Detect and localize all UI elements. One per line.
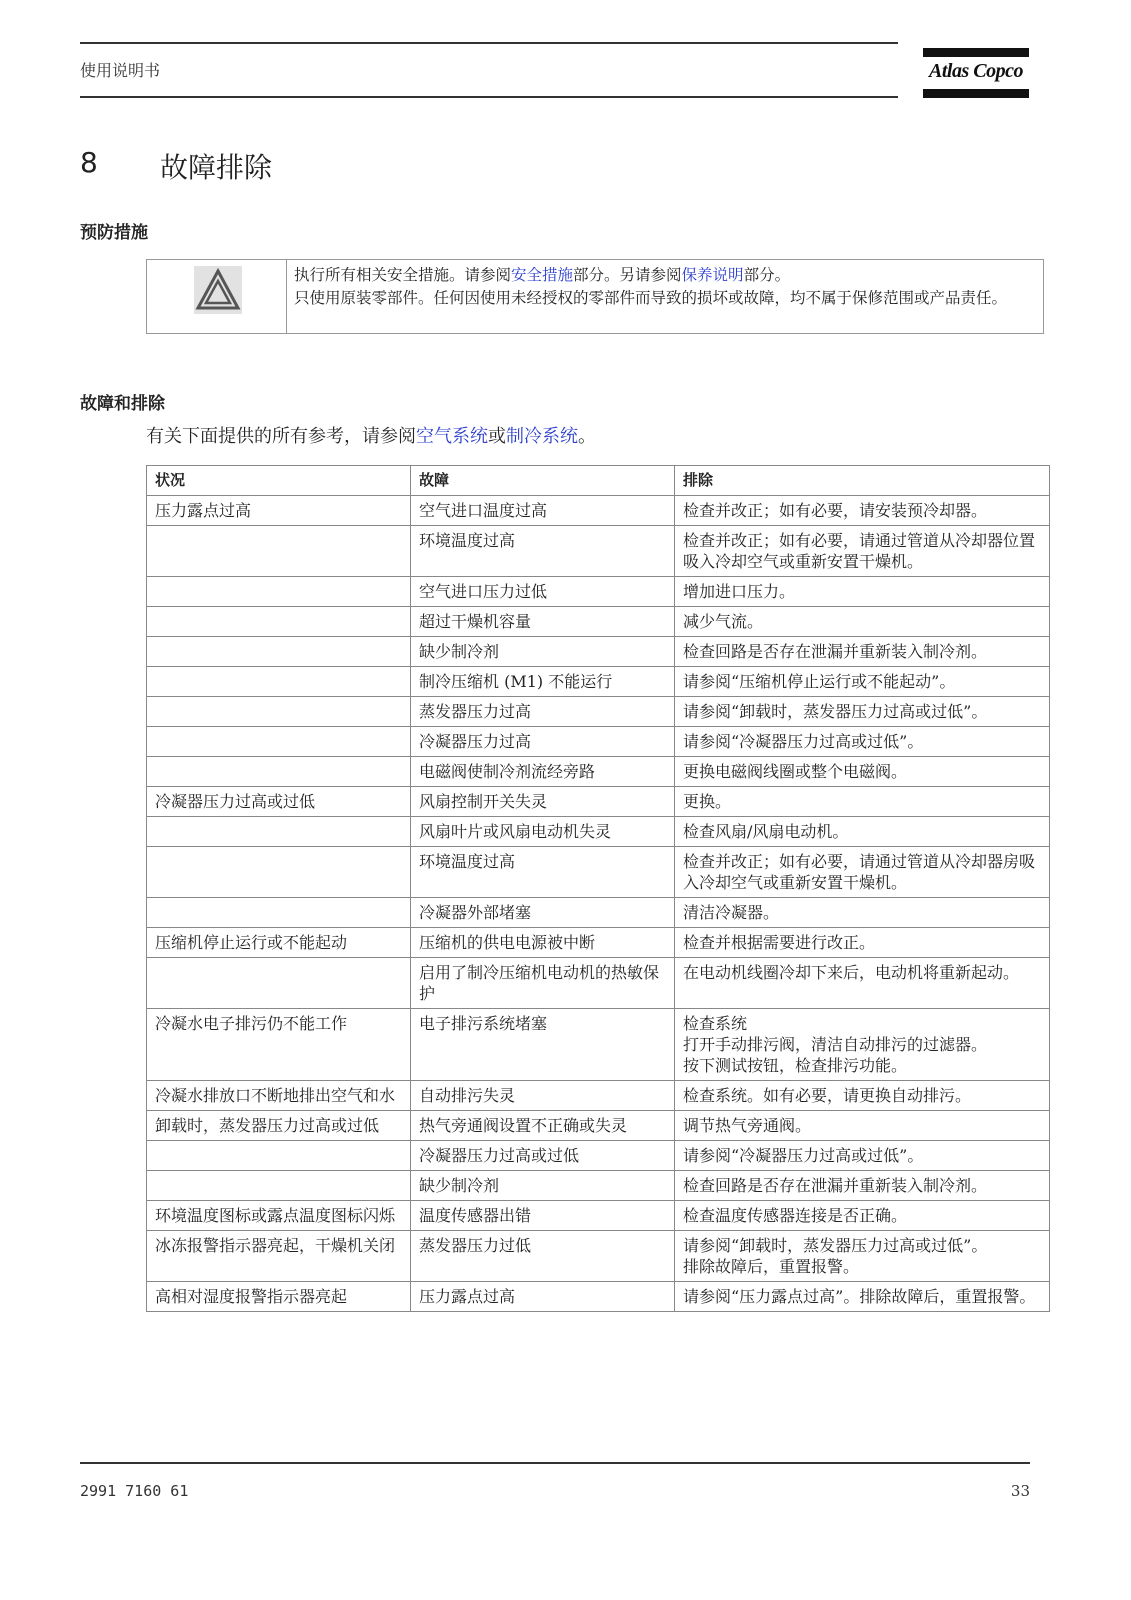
fault-cell: 压力露点过高 [411, 1282, 675, 1312]
remedy-cell: 请参阅“压缩机停止运行或不能起动”。 [675, 667, 1050, 697]
prevention-heading: 预防措施 [80, 223, 148, 243]
condition-cell [147, 898, 411, 928]
section-number: 8 [80, 146, 98, 179]
footer-rule [80, 1462, 1030, 1464]
table-row [147, 817, 1050, 847]
fault-cell: 启用了制冷压缩机电动机的热敏保护 [411, 958, 675, 1009]
safety-measures-link[interactable]: 安全措施 [511, 266, 574, 284]
fault-cell: 蒸发器压力过高 [411, 697, 675, 727]
table-row [147, 496, 1050, 526]
remedy-cell: 检查并改正；如有必要，请通过管道从冷却器位置吸入冷却空气或重新安置干燥机。 [675, 526, 1050, 577]
condition-cell: 压缩机停止运行或不能起动 [147, 928, 411, 958]
condition-cell [147, 847, 411, 898]
remedy-cell: 调节热气旁通阀。 [675, 1111, 1050, 1141]
remedy-cell: 检查风扇/风扇电动机。 [675, 817, 1050, 847]
fault-cell: 蒸发器压力过低 [411, 1231, 675, 1282]
condition-cell: 冰冻报警指示器亮起，干燥机关闭 [147, 1231, 411, 1282]
fault-cell: 风扇控制开关失灵 [411, 787, 675, 817]
condition-cell: 压力露点过高 [147, 496, 411, 526]
condition-cell [147, 607, 411, 637]
remedy-cell: 更换。 [675, 787, 1050, 817]
remedy-cell: 减少气流。 [675, 607, 1050, 637]
header-bottom-rule [80, 96, 898, 98]
condition-cell [147, 526, 411, 577]
table-row [147, 1231, 1050, 1282]
fault-cell: 环境温度过高 [411, 526, 675, 577]
document-type-title: 使用说明书 [80, 61, 161, 80]
column-header-remedy: 排除 [675, 466, 1050, 496]
condition-cell: 冷凝水排放口不断地排出空气和水 [147, 1081, 411, 1111]
fault-cell: 温度传感器出错 [411, 1201, 675, 1231]
table-row [147, 847, 1050, 898]
table-row [147, 637, 1050, 667]
remedy-cell: 检查并改正；如有必要，请通过管道从冷却器房吸入冷却空气或重新安置干燥机。 [675, 847, 1050, 898]
fault-cell: 冷凝器压力过高或过低 [411, 1141, 675, 1171]
fault-cell: 空气进口压力过低 [411, 577, 675, 607]
air-system-link[interactable]: 空气系统 [416, 426, 488, 447]
table-row [147, 1009, 1050, 1081]
remedy-cell: 检查温度传感器连接是否正确。 [675, 1201, 1050, 1231]
fault-cell: 电磁阀使制冷剂流经旁路 [411, 757, 675, 787]
fault-cell: 热气旁通阀设置不正确或失灵 [411, 1111, 675, 1141]
faults-heading: 故障和排除 [80, 394, 165, 414]
fault-cell: 风扇叶片或风扇电动机失灵 [411, 817, 675, 847]
refrigeration-system-link[interactable]: 制冷系统 [506, 426, 578, 447]
fault-cell: 电子排污系统堵塞 [411, 1009, 675, 1081]
condition-cell [147, 958, 411, 1009]
table-row [147, 928, 1050, 958]
table-header-row [147, 466, 1050, 496]
safety-notice-line-2: 只使用原装零部件。任何因使用未经授权的零部件而导致的损坏或故障，均不属于保修范围或产品责任。 [294, 288, 1008, 307]
table-row [147, 577, 1050, 607]
safety-notice-line-1: 执行所有相关安全措施。请参阅安全措施部分。另请参阅保养说明部分。 [294, 266, 791, 284]
table-row [147, 607, 1050, 637]
remedy-cell: 检查系统。如有必要，请更换自动排污。 [675, 1081, 1050, 1111]
condition-cell: 高相对湿度报警指示器亮起 [147, 1282, 411, 1312]
table-row [147, 667, 1050, 697]
fault-cell: 自动排污失灵 [411, 1081, 675, 1111]
page-number: 33 [1010, 1482, 1030, 1500]
remedy-cell: 请参阅“卸载时，蒸发器压力过高或过低”。 排除故障后，重置报警。 [675, 1231, 1050, 1282]
remedy-cell: 检查系统 打开手动排污阀，清洁自动排污的过滤器。 按下测试按钮，检查排污功能。 [675, 1009, 1050, 1081]
condition-cell [147, 757, 411, 787]
remedy-cell: 检查回路是否存在泄漏并重新装入制冷剂。 [675, 1171, 1050, 1201]
fault-table [146, 465, 1050, 1312]
remedy-cell: 检查并根据需要进行改正。 [675, 928, 1050, 958]
faults-intro: 有关下面提供的所有参考，请参阅空气系统或制冷系统。 [146, 426, 596, 447]
condition-cell [147, 697, 411, 727]
fault-cell: 缺少制冷剂 [411, 1171, 675, 1201]
condition-cell [147, 667, 411, 697]
table-row [147, 898, 1050, 928]
warning-triangle-icon [194, 266, 242, 314]
maintenance-instructions-link[interactable]: 保养说明 [681, 266, 744, 284]
safety-notice-divider [286, 259, 287, 334]
condition-cell: 环境温度图标或露点温度图标闪烁 [147, 1201, 411, 1231]
remedy-cell: 在电动机线圈冷却下来后，电动机将重新起动。 [675, 958, 1050, 1009]
remedy-cell: 检查并改正；如有必要，请安装预冷却器。 [675, 496, 1050, 526]
remedy-cell: 增加进口压力。 [675, 577, 1050, 607]
table-row [147, 1111, 1050, 1141]
table-row [147, 1201, 1050, 1231]
table-row [147, 1282, 1050, 1312]
remedy-cell: 请参阅“卸载时，蒸发器压力过高或过低”。 [675, 697, 1050, 727]
condition-cell [147, 637, 411, 667]
remedy-cell: 请参阅“冷凝器压力过高或过低”。 [675, 1141, 1050, 1171]
column-header-condition: 状况 [147, 466, 411, 496]
table-row [147, 1141, 1050, 1171]
section-title: 故障排除 [160, 151, 273, 184]
table-row [147, 757, 1050, 787]
condition-cell [147, 727, 411, 757]
remedy-cell: 请参阅“压力露点过高”。排除故障后，重置报警。 [675, 1282, 1050, 1312]
table-row [147, 727, 1050, 757]
fault-cell: 缺少制冷剂 [411, 637, 675, 667]
atlas-copco-logo: Atlas Copco [923, 48, 1029, 98]
fault-cell: 制冷压缩机 (M1) 不能运行 [411, 667, 675, 697]
document-number: 2991 7160 61 [80, 1482, 189, 1500]
table-row [147, 1171, 1050, 1201]
condition-cell: 冷凝器压力过高或过低 [147, 787, 411, 817]
table-row [147, 1081, 1050, 1111]
table-row [147, 958, 1050, 1009]
condition-cell [147, 1171, 411, 1201]
table-row [147, 697, 1050, 727]
remedy-cell: 请参阅“冷凝器压力过高或过低”。 [675, 727, 1050, 757]
remedy-cell: 清洁冷凝器。 [675, 898, 1050, 928]
fault-cell: 环境温度过高 [411, 847, 675, 898]
fault-cell: 冷凝器压力过高 [411, 727, 675, 757]
condition-cell [147, 577, 411, 607]
table-row [147, 526, 1050, 577]
fault-cell: 冷凝器外部堵塞 [411, 898, 675, 928]
remedy-cell: 检查回路是否存在泄漏并重新装入制冷剂。 [675, 637, 1050, 667]
condition-cell [147, 817, 411, 847]
condition-cell: 卸载时，蒸发器压力过高或过低 [147, 1111, 411, 1141]
fault-cell: 空气进口温度过高 [411, 496, 675, 526]
remedy-cell: 更换电磁阀线圈或整个电磁阀。 [675, 757, 1050, 787]
fault-cell: 超过干燥机容量 [411, 607, 675, 637]
condition-cell [147, 1141, 411, 1171]
table-row [147, 787, 1050, 817]
condition-cell: 冷凝水电子排污仍不能工作 [147, 1009, 411, 1081]
column-header-fault: 故障 [411, 466, 675, 496]
fault-cell: 压缩机的供电电源被中断 [411, 928, 675, 958]
safety-notice-text [294, 264, 1039, 309]
header-top-rule [80, 42, 898, 44]
